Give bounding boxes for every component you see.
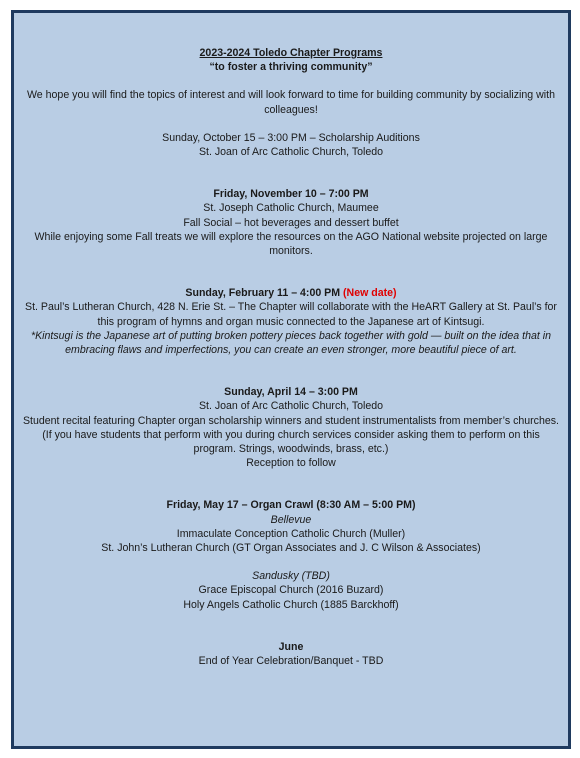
may-church-2: St. John’s Lutheran Church (GT Organ Associates and J. C Wilson & Associates) xyxy=(101,542,481,555)
feb-event-heading-row xyxy=(20,286,562,300)
new-date-badge: (New date) xyxy=(343,287,397,300)
apr-event-reception: Reception to follow xyxy=(246,457,336,470)
may-place-sandusky: Sandusky (TBD) xyxy=(252,570,330,583)
apr-event-location: St. Joan of Arc Catholic Church, Toledo xyxy=(198,400,384,413)
motto: “to foster a thriving community” xyxy=(209,61,373,74)
program-content xyxy=(14,46,568,668)
kintsugi-note: *Kintsugi is the Japanese art of putting broken pottery pieces back together with gold — built on the idea that in embracing flaws and imperfections, you can create an even stronger, more beautiful piece of art. xyxy=(30,329,551,357)
feb-event-details: St. Paul’s Lutheran Church, 428 N. Erie St. – The Chapter will collaborate with the HeART Gallery at St. Paul’s for this program of hymns and organ music connected to the Japanese art of Kintsugi. xyxy=(25,301,557,328)
may-church-4: Holy Angels Catholic Church (1885 Barckhoff) xyxy=(183,598,399,611)
oct-event-location: St. Joan of Arc Catholic Church, Toledo xyxy=(198,146,384,159)
june-event-heading: June xyxy=(278,640,304,653)
may-church-1: Immaculate Conception Catholic Church (Muller) xyxy=(176,527,406,540)
intro-text: We hope you will find the topics of interest and will look forward to time for building community by socializing with colleagues! xyxy=(27,89,555,116)
nov-event-details: While enjoying some Fall treats we will explore the resources on the AGO National website projected on large monitors. xyxy=(34,230,548,258)
nov-event-location: St. Joseph Catholic Church, Maumee xyxy=(203,202,379,215)
page-title: 2023-2024 Toledo Chapter Programs xyxy=(199,47,383,59)
nov-event-heading: Friday, November 10 – 7:00 PM xyxy=(213,188,369,201)
feb-event-heading: Sunday, February 11 – 4:00 PM xyxy=(185,287,341,300)
oct-event-line: Sunday, October 15 – 3:00 PM – Scholarship Auditions xyxy=(162,131,420,144)
may-church-3: Grace Episcopal Church (2016 Buzard) xyxy=(198,584,384,597)
apr-event-details: Student recital featuring Chapter organ scholarship winners and student instrumentalists from member’s churches. (If you have students that perform with you during church services consider asking them to perform on this program. Strings, woodwinds, brass, etc.) xyxy=(22,414,560,456)
apr-event-heading: Sunday, April 14 – 3:00 PM xyxy=(224,386,358,399)
may-event-heading: Friday, May 17 – Organ Crawl (8:30 AM – 5:00 PM) xyxy=(166,499,416,512)
nov-event-desc: Fall Social – hot beverages and dessert buffet xyxy=(183,216,399,229)
flyer-frame xyxy=(11,10,571,749)
june-event-details: End of Year Celebration/Banquet - TBD xyxy=(198,655,384,668)
may-place-bellevue: Bellevue xyxy=(270,513,312,526)
